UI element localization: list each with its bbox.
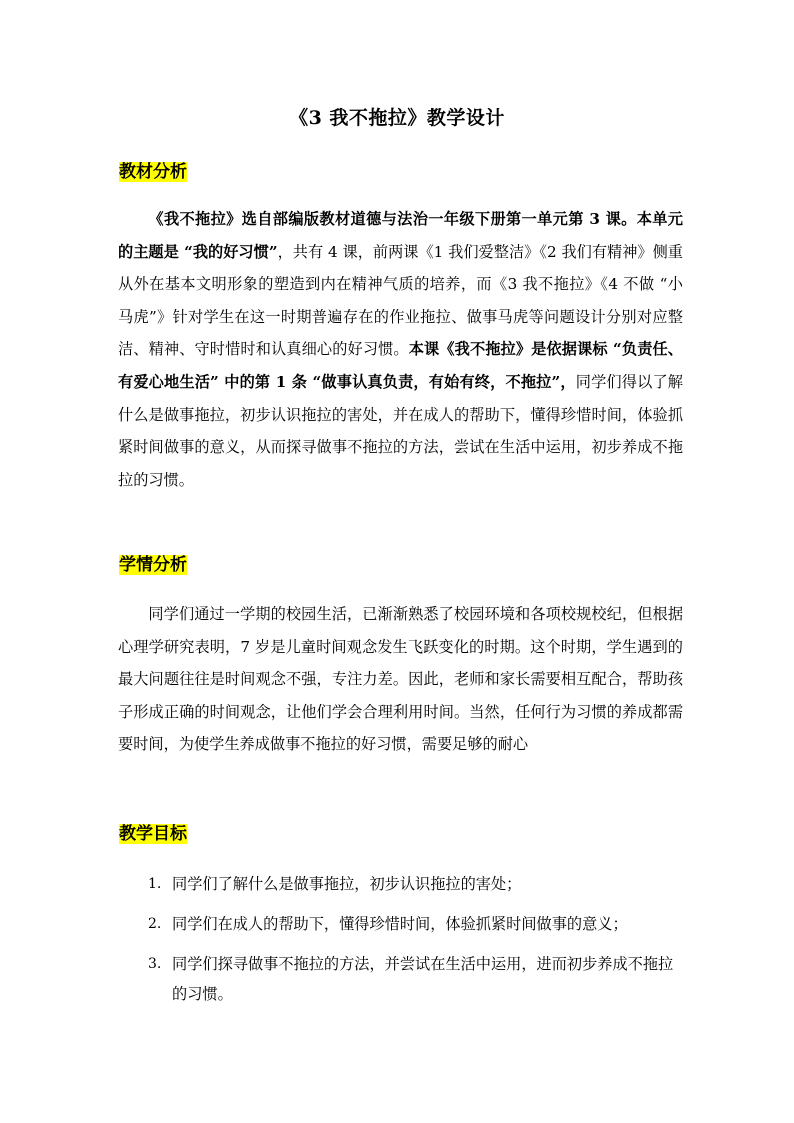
section-heading-material bbox=[118, 160, 188, 184]
teaching-goals-list bbox=[148, 869, 683, 1019]
regular-text-end: 同学们得以了解什么是做事拖拉，初步认识拖拉的害处，并在成人的帮助下，懂得珍惜时间，体验抓紧时间做事的意义，从而探寻做事不拖拉的方法，尝试在生活中运用，初步养成不拖拉的习惯。 bbox=[118, 372, 683, 489]
section-heading-goals bbox=[118, 822, 188, 846]
list-item-text: 同学们了解什么是做事拖拉，初步认识拖拉的害处； bbox=[172, 875, 522, 893]
list-item-text: 同学们在成人的帮助下，懂得珍惜时间，体验抓紧时间做事的意义； bbox=[172, 915, 628, 933]
list-number: 1. bbox=[148, 876, 162, 892]
student-analysis-paragraph: 同学们通过一学期的校园生活，已渐渐熟悉了校园环境和各项校规校纪，但根据心理学研究表明，7 岁是儿童时间观念发生飞跃变化的时期。这个时期，学生遇到的最大问题往往是时间观念不强，专注力差。因此，老师和家长需要相互配合，帮助孩子形成正确的时间观念，让他们学会合理利用时间。当然，任何行为习惯的养成都需要时间，为使学生养成做事不拖拉的好习惯，需要足够的耐心 bbox=[118, 605, 683, 754]
list-number: 2. bbox=[148, 916, 162, 932]
heading-highlight: 教材分析 bbox=[119, 162, 187, 182]
document-title: 《3 我不拖拉》教学设计 bbox=[289, 107, 505, 129]
list-item-text: 同学们探寻做事不拖拉的方法，并尝试在生活中运用，进而初步养成不拖拉的习惯。 bbox=[172, 955, 674, 1003]
list-item bbox=[148, 949, 683, 1009]
list-item bbox=[148, 869, 683, 899]
heading-highlight: 学情分析 bbox=[119, 555, 187, 575]
list-item bbox=[148, 909, 683, 939]
bold-intro: 《我不拖拉》选自部编版教材道德与法治一年级下册第一单元第 3 课。本单元的主题是 bbox=[118, 210, 683, 261]
list-number: 3. bbox=[148, 956, 162, 972]
section-heading-students bbox=[118, 553, 188, 577]
bold-standard: 本课《我不拖拉》是依据课标 “负责任、有爱心地生活” 中的第 1 条 “做事认真负责，有始有终，不拖拉”， bbox=[118, 340, 683, 391]
heading-highlight: 教学目标 bbox=[119, 824, 187, 844]
regular-text: ，共有 4 课，前两课《1 我们爱整洁》《2 我们有精神》侧重从外在基本文明形象的塑造到内在精神气质的培养，而《3 我不拖拉》《4 不做 “小马虎”》针对学生在这一时期普遍存在的作业拖拉、做事马虎等问题设计分别对应整洁、精神、守时惜时和认真细心的好习惯。 bbox=[118, 242, 683, 359]
bold-theme: “我的好习惯” bbox=[184, 242, 278, 261]
material-analysis-paragraph bbox=[118, 203, 683, 496]
